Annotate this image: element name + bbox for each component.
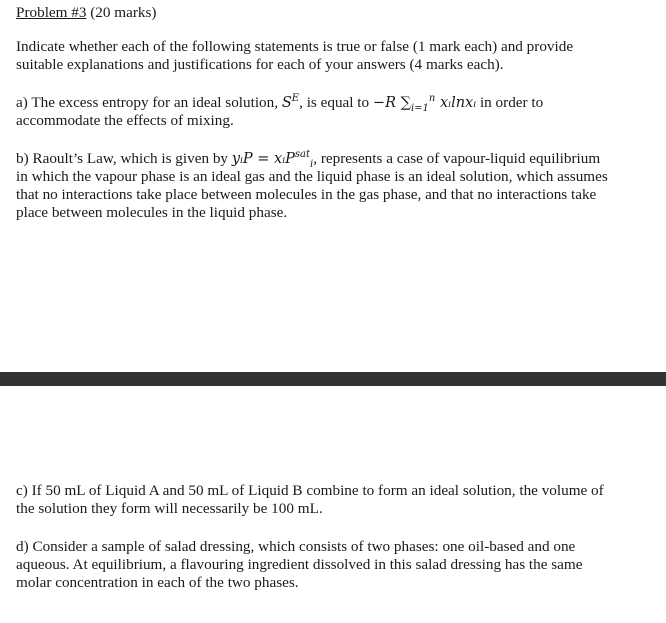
question-b xyxy=(16,150,656,222)
question-a-text-after: in order to xyxy=(479,94,544,111)
instructions-line-1: Indicate whether each of the following statements is true or false (1 mark each) and provide xyxy=(16,38,574,55)
instructions-line-2: suitable explanations and justifications for each of your answers (4 marks each). xyxy=(16,56,504,73)
question-b-line-3: that no interactions take place between molecules in the gas phase, and that no interactions take xyxy=(16,186,597,203)
question-b-text-before: b) Raoult’s Law, which is given by xyxy=(16,150,229,167)
question-a-text-before: a) The excess entropy for an ideal solution, xyxy=(16,94,279,111)
question-d-line-3: molar concentration in each of the two phases. xyxy=(16,574,299,591)
question-d-line-2: aqueous. At equilibrium, a flavouring ingredient dissolved in this salad dressing has the same xyxy=(16,556,583,573)
question-a-text-mid: , is equal to xyxy=(299,94,370,111)
question-d-line-1: d) Consider a sample of salad dressing, which consists of two phases: one oil-based and one xyxy=(16,538,576,555)
excess-entropy-symbol: $S^E$ xyxy=(281,93,300,111)
question-d xyxy=(16,538,656,592)
question-b-text-after: , represents a case of vapour-liquid equilibrium xyxy=(313,150,601,167)
entropy-of-mixing-formula: −R $\sum_{i=1}^n$ xᵢlnxᵢ xyxy=(372,93,477,114)
question-b-line-4: place between molecules in the liquid phase. xyxy=(16,204,288,221)
problem-heading xyxy=(16,4,656,22)
question-a-line-2: accommodate the effects of mixing. xyxy=(16,112,234,129)
question-a xyxy=(16,94,656,130)
problem-title: Problem #3 xyxy=(16,4,87,21)
question-b-line-2: in which the vapour phase is an ideal gas and the liquid phase is an ideal solution, which assumes xyxy=(16,168,608,185)
question-c-line-2: the solution they form will necessarily be 100 mL. xyxy=(16,500,323,517)
problem-marks: (20 marks) xyxy=(90,4,157,21)
question-c xyxy=(16,482,656,518)
instructions xyxy=(16,38,656,74)
question-a-line-1 xyxy=(16,94,656,112)
question-c-line-1: c) If 50 mL of Liquid A and 50 mL of Liquid B combine to form an ideal solution, the volume of xyxy=(16,482,604,499)
raoults-law-formula: yᵢP = xᵢP$^{sat}_i$ xyxy=(231,149,314,170)
page-divider xyxy=(0,372,666,386)
question-b-line-1 xyxy=(16,150,656,168)
